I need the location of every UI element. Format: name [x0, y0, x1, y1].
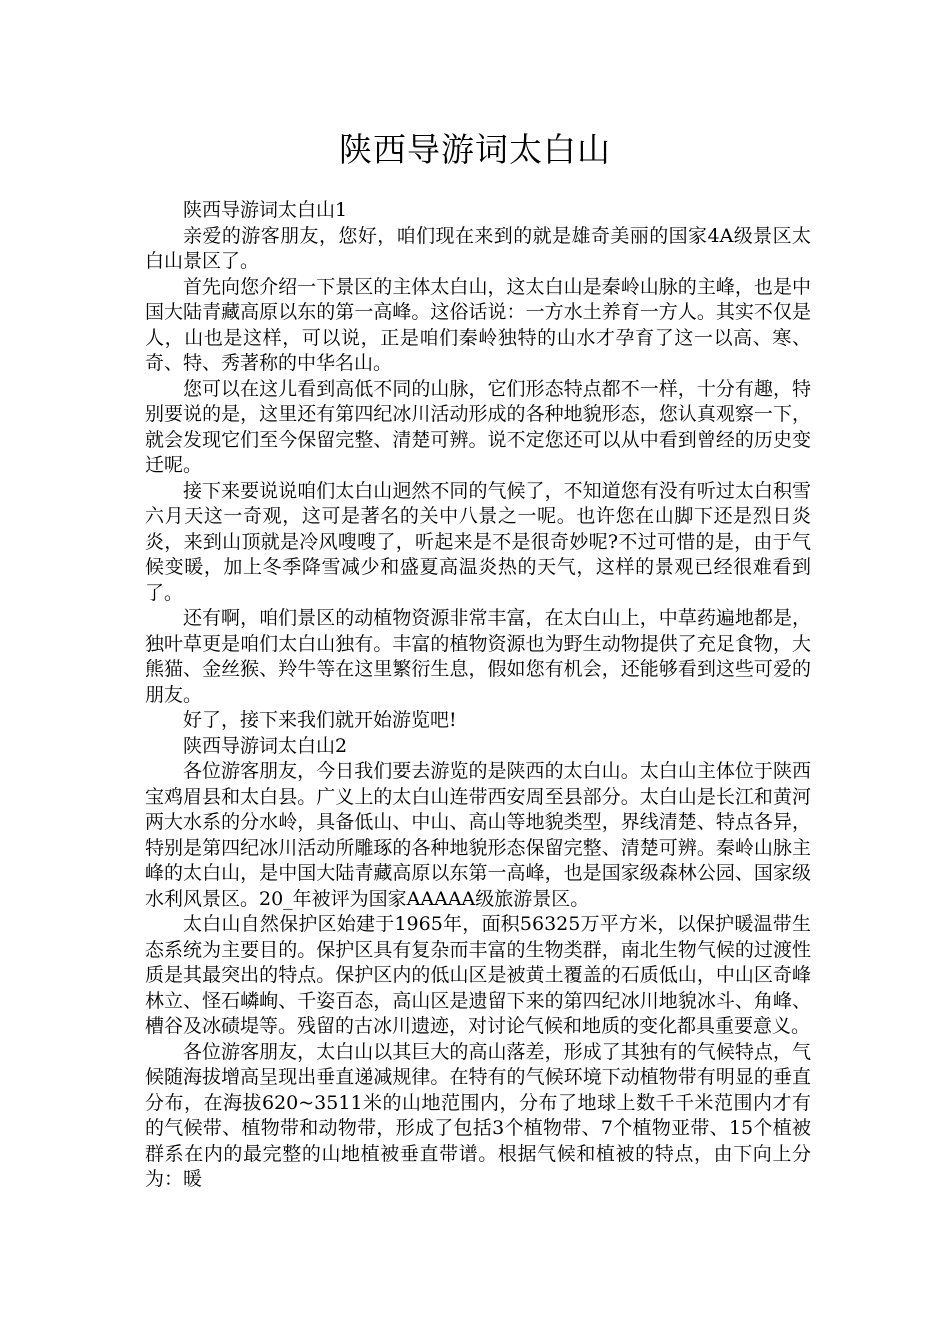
document-title: 陕西导游词太白山 [339, 130, 611, 169]
paragraph: 首先向您介绍一下景区的主体太白山，这太白山是秦岭山脉的主峰，也是中国大陆青藏高原以东的第一高峰。这俗话说：一方水土养育一方人。其实不仅是人，山也是这样，可以说，正是咱们秦岭独特的山水才孕育了这一以高、寒、奇、特、秀著称的中华名山。 [145, 275, 811, 374]
paragraph: 还有啊，咱们景区的动植物资源非常丰富，在太白山上，中草药遍地都是，独叶草更是咱们太白山独有。丰富的植物资源也为野生动物提供了充足食物，大熊猫、金丝猴、羚牛等在这里繁衍生息，假如您有机会，还能够看到这些可爱的朋友。 [145, 607, 811, 706]
paragraph: 亲爱的游客朋友，您好，咱们现在来到的就是雄奇美丽的国家4A级景区太白山景区了。 [145, 224, 811, 272]
paragraph: 您可以在这儿看到高低不同的山脉，它们形态特点都不一样，十分有趣，特别要说的是，这里还有第四纪冰川活动形成的各种地貌形态，您认真观察一下，就会发现它们至今保留完整、清楚可辨。说不定您还可以从中看到曾经的历史变迁呢。 [145, 377, 811, 476]
section-heading-2: 陕西导游词太白山2 [183, 734, 348, 757]
section-heading-1: 陕西导游词太白山1 [183, 199, 348, 221]
document-body [145, 198, 811, 1193]
paragraph: 太白山自然保护区始建于1965年，面积56325万平方米，以保护暖温带生态系统为主要目的。保护区具有复杂而丰富的生物类群，南北生物气候的过渡性质是其最突出的特点。保护区内的低山区是被黄土覆盖的石质低山，中山区奇峰林立、怪石嶙峋、千姿百态，高山区是遗留下来的第四纪冰川地貌冰斗、角峰、槽谷及冰碛堤等。残留的古冰川遗迹，对讨论气候和地质的变化都具重要意义。 [145, 913, 811, 1037]
paragraph: 各位游客朋友，太白山以其巨大的高山落差，形成了其独有的气候特点，气候随海拔增高呈现出垂直递减规律。在特有的气候环境下动植物带有明显的垂直分布，在海拔620~3511米的山地范围内，分布了地球上数千千米范围内才有的气候带、植物带和动物带，形成了包括3个植物带、7个植物亚带、15个植被群系在内的最完整的山地植被垂直带谱。根据气候和植被的特点，由下向上分为：暖 [145, 1040, 811, 1190]
paragraph: 各位游客朋友，今日我们要去游览的是陕西的太白山。太白山主体位于陕西宝鸡眉县和太白县。广义上的太白山连带西安周至县部分。太白山是长江和黄河两大水系的分水岭，具备低山、中山、高山等地貌类型，界线清楚、特点各异，特别是第四纪冰川活动所雕琢的各种地貌形态保留完整、清楚可辨。秦岭山脉主峰的太白山，是中国大陆青藏高原以东第一高峰，也是国家级森林公园、国家级水利风景区。20_年被评为国家AAAAA级旅游景区。 [145, 760, 811, 910]
paragraph: 接下来要说说咱们太白山迥然不同的气候了，不知道您有没有听过太白积雪六月天这一奇观，这可是著名的关中八景之一呢。也许您在山脚下还是烈日炎炎，来到山顶就是冷风嗖嗖了，听起来是不是很奇妙呢?不过可惜的是，由于气候变暖，加上冬季降雪减少和盛夏高温炎热的天气，这样的景观已经很难看到了。 [145, 479, 811, 604]
paragraph: 好了，接下来我们就开始游览吧! [183, 709, 457, 731]
